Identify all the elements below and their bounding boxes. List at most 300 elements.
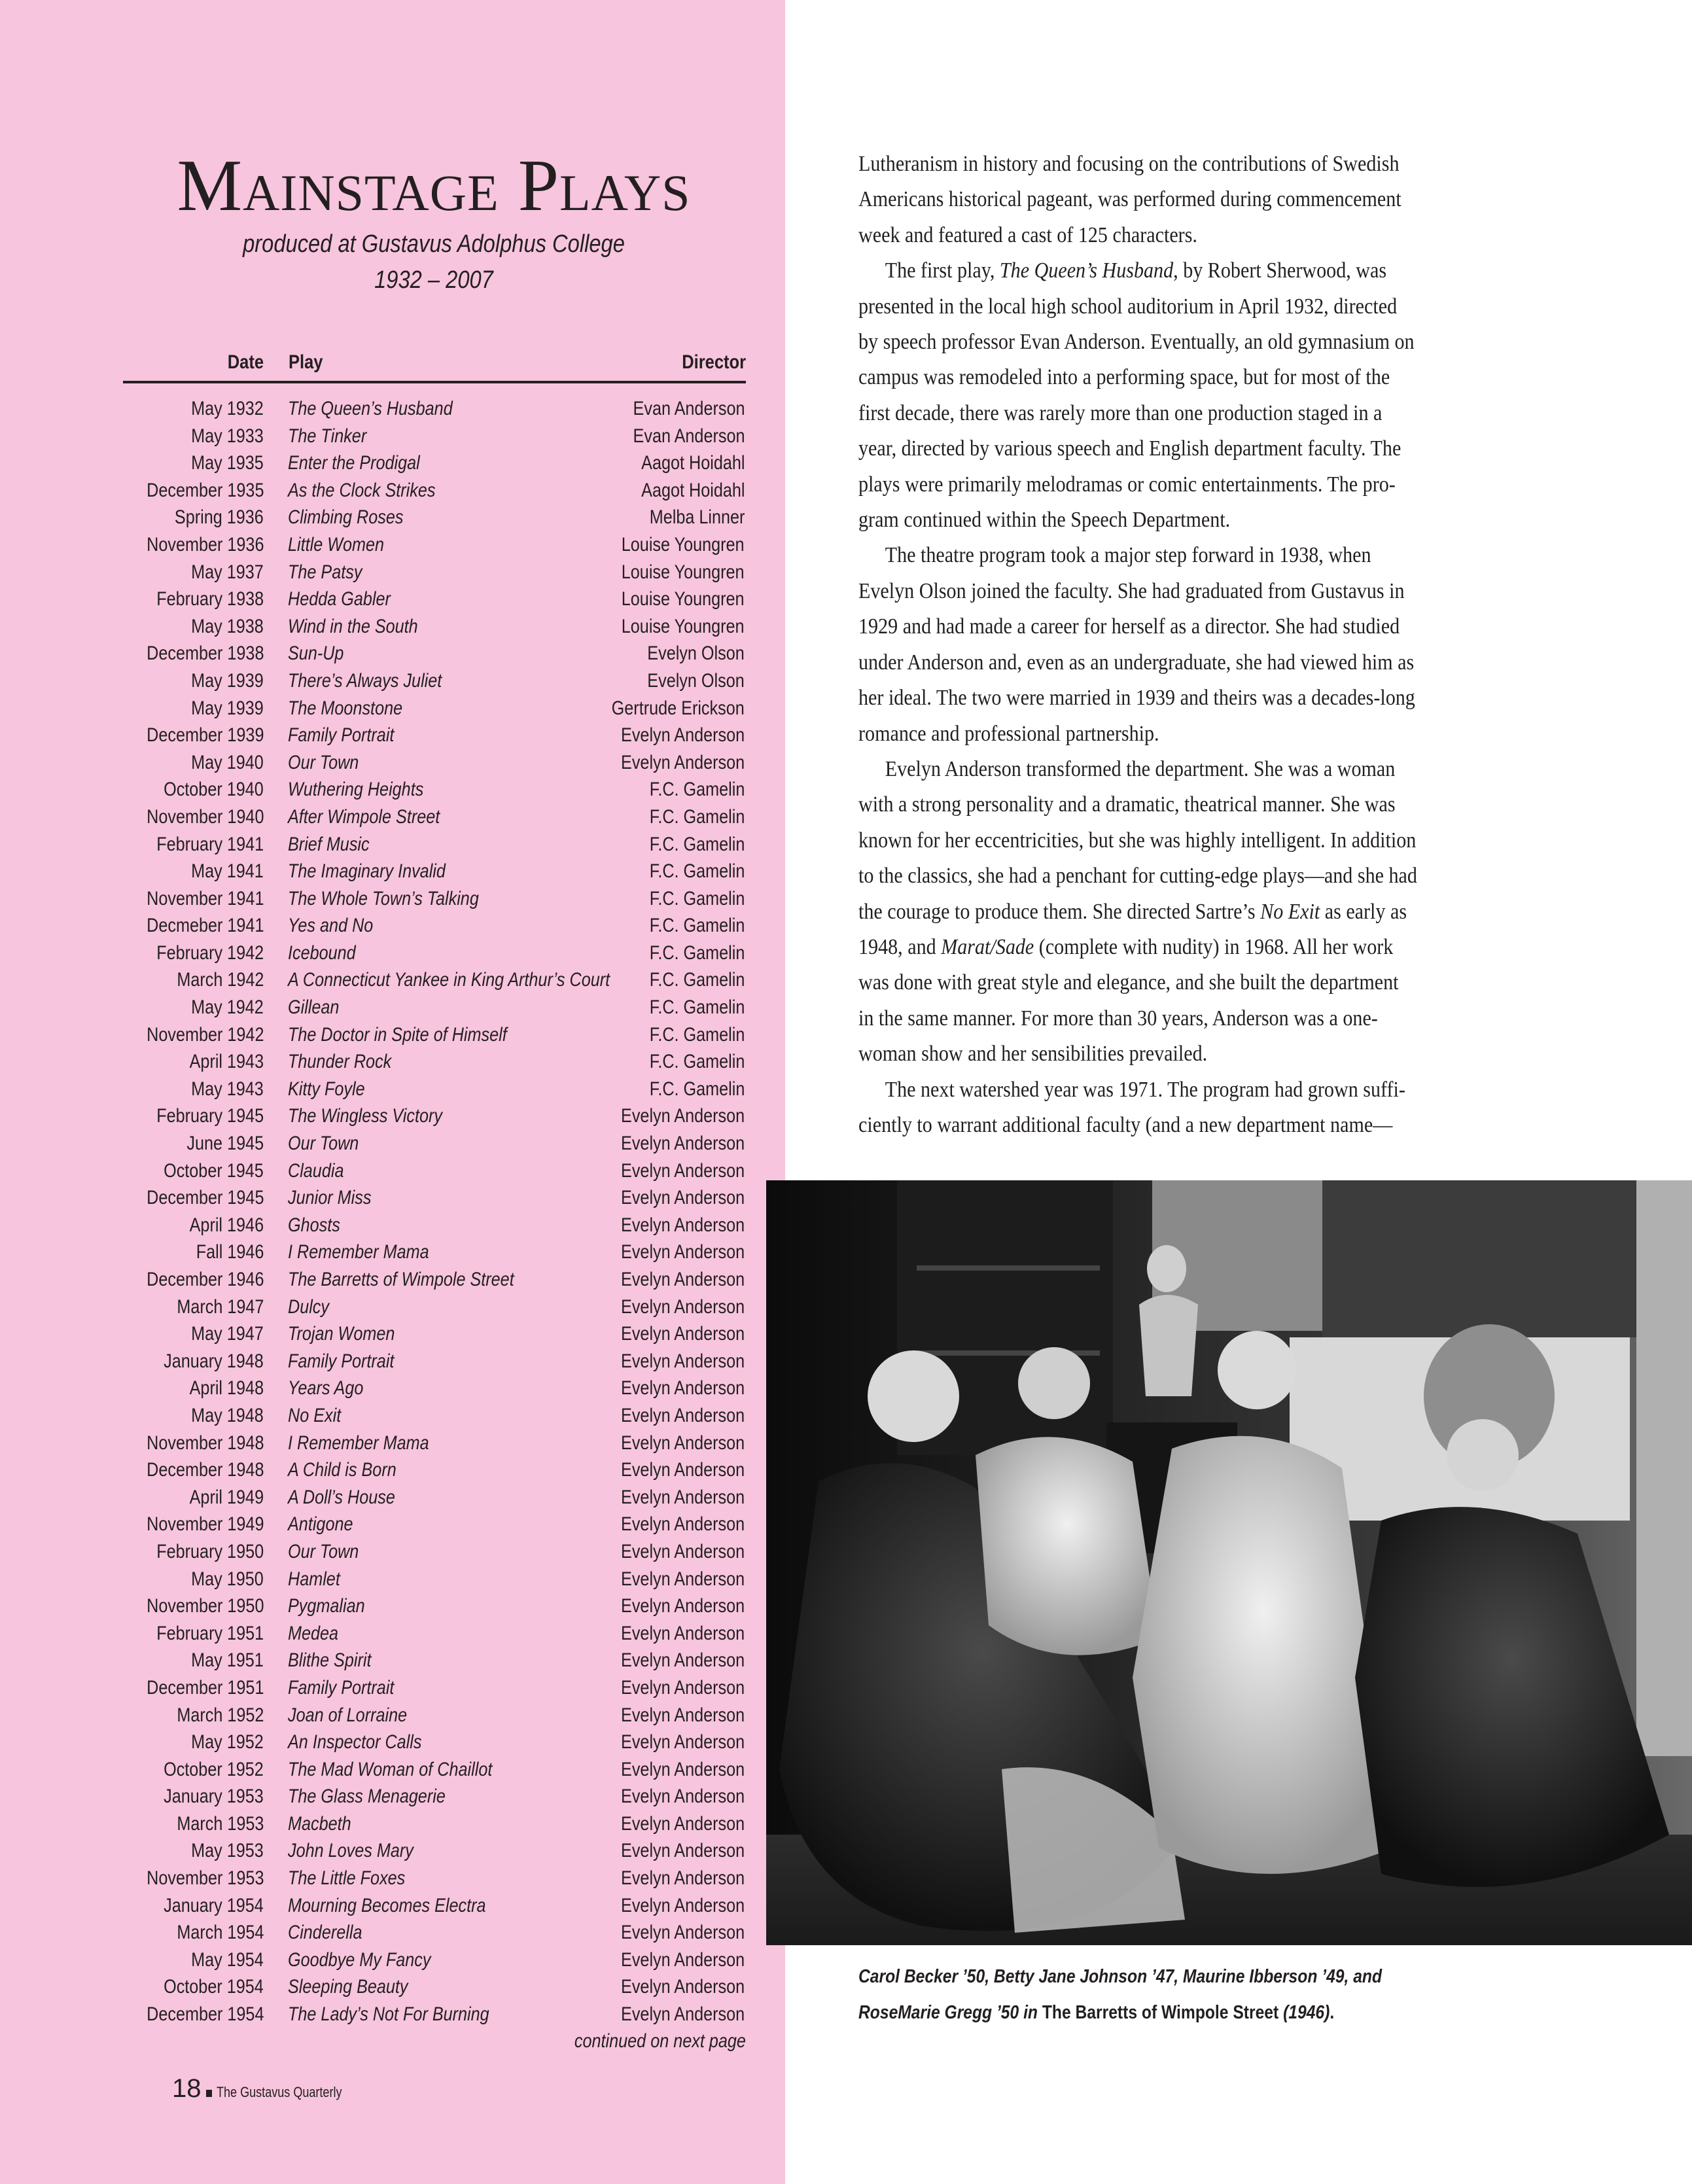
row-play: The Tinker <box>288 425 367 447</box>
table-row <box>0 1674 785 1702</box>
continued-note: continued on next page <box>574 2030 746 2052</box>
row-date: January 1954 <box>164 1894 264 1916</box>
article-text: her ideal. The two were married in 1939 and theirs was a decades-long <box>858 686 1415 711</box>
row-director: Aagot Hoidahl <box>641 452 745 474</box>
article-text: presented in the local high school auditorium in April 1932, directed <box>858 294 1398 319</box>
row-date: March 1947 <box>176 1295 264 1318</box>
row-director: Evelyn Anderson <box>620 1350 745 1372</box>
table-row <box>0 423 785 450</box>
table-row <box>0 776 785 803</box>
figure-1 <box>868 1350 959 1442</box>
row-director: Evelyn Anderson <box>620 1105 745 1127</box>
figure-2 <box>1018 1347 1090 1419</box>
article-text: gram continued within the Speech Department. <box>858 508 1231 533</box>
row-date: April 1948 <box>189 1377 264 1400</box>
article-line <box>858 1036 1472 1072</box>
row-play: Gillean <box>288 996 340 1019</box>
table-row <box>0 1184 785 1212</box>
row-date: Fall 1946 <box>196 1241 264 1263</box>
article-line <box>858 1072 1472 1108</box>
row-director: F.C. Gamelin <box>649 942 745 964</box>
article-title-italic: No Exit <box>1260 899 1320 924</box>
row-date: November 1936 <box>146 533 264 555</box>
row-director: Evelyn Anderson <box>620 1758 745 1780</box>
production-photo <box>766 1180 1692 1945</box>
table-row <box>0 559 785 586</box>
table-row <box>0 1048 785 1076</box>
article-text: The next watershed year was 1971. The program had grown suffi- <box>885 1077 1405 1102</box>
row-date: March 1954 <box>176 1922 264 1944</box>
table-row <box>0 1402 785 1430</box>
article-line <box>858 289 1472 325</box>
article-text: known for her eccentricities, but she was highly intelligent. In addition <box>858 828 1417 853</box>
row-director: Aagot Hoidahl <box>641 479 745 501</box>
table-row <box>0 831 785 858</box>
table-row <box>0 885 785 913</box>
row-director: Evelyn Anderson <box>620 724 745 747</box>
row-play: The Wingless Victory <box>288 1105 443 1127</box>
table-row <box>0 1865 785 1892</box>
article-line <box>858 325 1472 360</box>
row-date: March 1942 <box>176 969 264 991</box>
article-text: plays were primarily melodramas or comic entertainments. The pro- <box>858 472 1396 497</box>
table-row <box>0 1729 785 1756</box>
table-row <box>0 803 785 831</box>
row-date: May 1953 <box>191 1840 264 1862</box>
table-row <box>0 1919 785 1946</box>
row-play: Sun-Up <box>288 643 344 665</box>
row-play: I Remember Mama <box>288 1432 429 1454</box>
row-director: Evelyn Anderson <box>620 1214 745 1236</box>
row-play: The Little Foxes <box>288 1867 406 1890</box>
row-play: Antigone <box>288 1513 353 1536</box>
row-play: Our Town <box>288 1133 359 1155</box>
row-director: Evelyn Anderson <box>620 1187 745 1209</box>
table-row <box>0 1892 785 1920</box>
row-date: May 1932 <box>191 398 264 419</box>
row-director: Evelyn Anderson <box>620 1676 745 1699</box>
row-date: December 1951 <box>146 1676 264 1699</box>
row-director: Evelyn Anderson <box>620 1432 745 1454</box>
row-play: Enter the Prodigal <box>288 452 420 474</box>
row-play: Dulcy <box>288 1295 330 1318</box>
table-row <box>0 858 785 885</box>
article-line <box>858 787 1472 822</box>
article-title-italic: Marat/Sade <box>941 934 1034 959</box>
table-row <box>0 1946 785 1974</box>
row-date: October 1945 <box>164 1159 264 1182</box>
row-play: Joan of Lorraine <box>288 1704 408 1726</box>
row-director: F.C. Gamelin <box>649 833 745 855</box>
row-play: The Queen’s Husband <box>288 398 453 419</box>
row-date: December 1938 <box>146 643 264 665</box>
article-text: Lutheranism in history and focusing on the contributions of Swedish <box>858 152 1400 176</box>
article-line <box>858 218 1472 253</box>
table-row <box>0 1212 785 1239</box>
article-text: 1929 and had made a career for herself as a director. She had studied <box>858 614 1400 639</box>
row-date: May 1943 <box>191 1078 264 1100</box>
article-line <box>858 645 1472 680</box>
table-row <box>0 1702 785 1729</box>
row-play: Wuthering Heights <box>288 779 424 801</box>
article-line <box>858 253 1472 289</box>
row-play: The Doctor in Spite of Himself <box>288 1023 507 1046</box>
row-play: Years Ago <box>288 1377 364 1400</box>
table-row <box>0 1593 785 1620</box>
row-date: May 1940 <box>191 751 264 773</box>
article-line <box>858 823 1472 858</box>
row-director: Evelyn Anderson <box>620 1840 745 1862</box>
header-rule <box>123 381 746 383</box>
row-director: Evan Anderson <box>633 425 745 447</box>
table-row <box>0 1348 785 1375</box>
article-text: first decade, there was rarely more than one production staged in a <box>858 400 1383 425</box>
row-date: April 1946 <box>189 1214 264 1236</box>
row-play: Pygmalian <box>288 1595 365 1617</box>
row-date: December 1954 <box>146 2003 264 2026</box>
row-director: Evelyn Anderson <box>620 1595 745 1617</box>
article-text: as early as <box>1320 899 1407 924</box>
row-play: Hamlet <box>288 1568 340 1590</box>
row-director: Louise Youngren <box>622 615 745 637</box>
publication-name: The Gustavus Quarterly <box>216 2084 342 2100</box>
row-director: Evan Anderson <box>633 398 745 419</box>
row-director: Evelyn Anderson <box>620 1894 745 1916</box>
article-text: The first play, <box>885 258 1000 283</box>
row-director: Evelyn Anderson <box>620 1323 745 1345</box>
row-director: F.C. Gamelin <box>649 969 745 991</box>
row-date: November 1948 <box>146 1432 264 1454</box>
row-date: February 1938 <box>156 588 264 610</box>
page-number: 18 <box>172 2074 202 2103</box>
table-row <box>0 1620 785 1647</box>
row-date: May 1947 <box>191 1323 264 1345</box>
page-subtitle-years: 1932 – 2007 <box>374 266 493 294</box>
table-row <box>0 640 785 667</box>
row-director: Evelyn Anderson <box>620 1731 745 1753</box>
caption-names: RoseMarie Gregg ’50 in <box>858 2002 1042 2023</box>
row-date: Spring 1936 <box>175 506 264 529</box>
row-director: F.C. Gamelin <box>649 996 745 1019</box>
article-text: Evelyn Olson joined the faculty. She had graduated from Gustavus in <box>858 578 1405 603</box>
row-date: November 1940 <box>146 805 264 828</box>
row-date: May 1948 <box>191 1404 264 1426</box>
article-line <box>858 1001 1472 1036</box>
row-date: December 1935 <box>146 479 264 501</box>
article-line <box>858 680 1472 716</box>
table-row <box>0 1837 785 1865</box>
bust-sculpture <box>1147 1245 1186 1292</box>
article-line <box>858 538 1472 573</box>
row-director: Evelyn Anderson <box>620 1513 745 1536</box>
row-date: November 1941 <box>146 887 264 909</box>
row-date: May 1942 <box>191 996 264 1019</box>
row-play: Our Town <box>288 751 359 773</box>
row-date: November 1949 <box>146 1513 264 1536</box>
article-text: to the classics, she had a penchant for cutting-edge plays—and she had <box>858 864 1417 889</box>
table-row <box>0 1076 785 1103</box>
row-play: There’s Always Juliet <box>288 669 442 692</box>
column-header-director: Director <box>682 351 746 373</box>
table-row <box>0 940 785 967</box>
table-row <box>0 966 785 994</box>
figure-3 <box>1218 1331 1296 1409</box>
row-director: F.C. Gamelin <box>649 779 745 801</box>
row-director: Evelyn Anderson <box>620 1568 745 1590</box>
table-row <box>0 395 785 423</box>
row-director: Evelyn Anderson <box>620 751 745 773</box>
row-play: Little Women <box>288 533 385 555</box>
row-date: December 1945 <box>146 1187 264 1209</box>
row-date: May 1933 <box>191 425 264 447</box>
article-body <box>858 147 1552 1143</box>
row-date: May 1935 <box>191 452 264 474</box>
row-director: Evelyn Anderson <box>620 1786 745 1808</box>
row-date: May 1939 <box>191 669 264 692</box>
row-play: Climbing Roses <box>288 506 404 529</box>
row-director: Louise Youngren <box>622 533 745 555</box>
article-text: ciently to warrant additional faculty (and a new department name— <box>858 1112 1393 1137</box>
table-row <box>0 722 785 749</box>
row-director: Evelyn Anderson <box>620 1704 745 1726</box>
caption-play-title: The Barretts of Wimpole Street <box>1042 2002 1279 2023</box>
table-row <box>0 1157 785 1185</box>
row-play: Cinderella <box>288 1922 362 1944</box>
row-director: Evelyn Anderson <box>620 1540 745 1562</box>
row-play: The Patsy <box>288 561 362 583</box>
row-play: Macbeth <box>288 1812 351 1835</box>
article-text: Evelyn Anderson transformed the department. She was a woman <box>885 756 1396 781</box>
row-date: February 1945 <box>156 1105 264 1127</box>
row-director: Evelyn Anderson <box>620 1159 745 1182</box>
row-play: Medea <box>288 1622 339 1644</box>
row-date: December 1939 <box>146 724 264 747</box>
row-play: The Glass Menagerie <box>288 1786 446 1808</box>
row-play: Yes and No <box>288 915 374 937</box>
row-play: Junior Miss <box>288 1187 372 1209</box>
row-date: May 1941 <box>191 860 264 883</box>
table-row <box>0 1647 785 1674</box>
row-play: Family Portrait <box>288 724 395 747</box>
row-play: Trojan Women <box>288 1323 395 1345</box>
row-date: November 1950 <box>146 1595 264 1617</box>
article-line <box>858 396 1472 431</box>
row-director: Evelyn Anderson <box>620 1622 745 1644</box>
row-date: December 1946 <box>146 1269 264 1290</box>
article-line <box>858 609 1472 644</box>
row-director: Evelyn Anderson <box>620 1867 745 1890</box>
row-director: Evelyn Anderson <box>620 2003 745 2026</box>
row-play: Family Portrait <box>288 1350 395 1372</box>
article-text: was done with great style and elegance, and she built the department <box>858 970 1399 995</box>
row-director: Evelyn Anderson <box>620 1976 745 1998</box>
row-date: May 1939 <box>191 697 264 719</box>
table-row <box>0 1511 785 1538</box>
article-text: The theatre program took a major step forward in 1938, when <box>885 543 1371 568</box>
row-date: Decmeber 1941 <box>146 915 264 937</box>
row-director: Evelyn Anderson <box>620 1295 745 1318</box>
table-row <box>0 477 785 504</box>
table-row <box>0 749 785 777</box>
row-date: April 1949 <box>189 1486 264 1508</box>
row-director: Evelyn Olson <box>647 669 745 692</box>
caption-line-1: Carol Becker ’50, Betty Jane Johnson ’47, Maurine Ibberson ’49, and <box>858 1966 1383 1987</box>
row-play: Brief Music <box>288 833 370 855</box>
row-play: John Loves Mary <box>288 1840 414 1862</box>
article-line <box>858 894 1472 930</box>
row-date: February 1941 <box>156 833 264 855</box>
row-director: Evelyn Olson <box>647 643 745 665</box>
table-row <box>0 1320 785 1348</box>
row-date: May 1950 <box>191 1568 264 1590</box>
table-row <box>0 1266 785 1294</box>
row-director: Evelyn Anderson <box>620 1459 745 1481</box>
row-play: After Wimpole Street <box>288 805 440 828</box>
row-director: Evelyn Anderson <box>620 1377 745 1400</box>
row-play: Blithe Spirit <box>288 1649 372 1672</box>
photo-image <box>766 1180 1692 1945</box>
page-title: Mainstage Plays <box>177 145 691 226</box>
article-line <box>858 930 1472 965</box>
table-row <box>0 1456 785 1484</box>
table-row <box>0 1756 785 1784</box>
row-play: Mourning Becomes Electra <box>288 1894 486 1916</box>
article-line <box>858 716 1472 752</box>
table-row <box>0 1130 785 1157</box>
table-row <box>0 504 785 531</box>
row-play: The Barretts of Wimpole Street <box>288 1269 514 1290</box>
row-date: December 1948 <box>146 1459 264 1481</box>
row-date: November 1953 <box>146 1867 264 1890</box>
row-director: Evelyn Anderson <box>620 1486 745 1508</box>
article-line <box>858 182 1472 217</box>
article-line <box>858 1108 1472 1143</box>
caption-line-2 <box>858 1995 1382 2031</box>
article-line <box>858 360 1472 395</box>
article-line <box>858 858 1472 894</box>
row-director: Evelyn Anderson <box>620 1133 745 1155</box>
row-date: January 1948 <box>164 1350 264 1372</box>
article-text: week and featured a cast of 125 characters. <box>858 222 1197 247</box>
column-header-play: Play <box>289 351 323 373</box>
row-play: An Inspector Calls <box>288 1731 422 1753</box>
row-date: May 1937 <box>191 561 264 583</box>
article-text: , by Robert Sherwood, was <box>1173 258 1387 283</box>
row-play: A Connecticut Yankee in King Arthur’s Court <box>288 969 610 991</box>
row-director: F.C. Gamelin <box>649 805 745 828</box>
caption-year: (1946) <box>1278 2002 1330 2023</box>
table-row <box>0 1783 785 1810</box>
row-director: F.C. Gamelin <box>649 915 745 937</box>
row-director: Louise Youngren <box>622 588 745 610</box>
row-date: March 1952 <box>176 1704 264 1726</box>
row-director: F.C. Gamelin <box>649 1078 745 1100</box>
table-row <box>0 531 785 559</box>
article-line <box>858 574 1472 609</box>
row-play: As the Clock Strikes <box>288 479 436 501</box>
row-director: Evelyn Anderson <box>620 1269 745 1290</box>
page-footer <box>172 2074 369 2103</box>
table-row <box>0 586 785 613</box>
article-text: with a strong personality and a dramatic, theatrical manner. She was <box>858 792 1396 817</box>
table-row <box>0 1538 785 1566</box>
row-play: The Imaginary Invalid <box>288 860 446 883</box>
article-text: Americans historical pageant, was performed during commencement <box>858 187 1401 212</box>
table-row <box>0 1102 785 1130</box>
article-title-italic: The Queen’s Husband <box>999 258 1174 283</box>
row-director: F.C. Gamelin <box>649 860 745 883</box>
article-line <box>858 147 1472 182</box>
table-row <box>0 1973 785 2001</box>
caption-period: . <box>1330 2002 1335 2023</box>
row-date: May 1952 <box>191 1731 264 1753</box>
row-date: February 1951 <box>156 1622 264 1644</box>
article-line <box>858 467 1472 502</box>
row-date: October 1940 <box>164 779 264 801</box>
plays-table <box>0 395 785 2028</box>
article-line <box>858 431 1472 467</box>
row-play: A Doll’s House <box>288 1486 395 1508</box>
table-row <box>0 1810 785 1838</box>
row-date: March 1953 <box>176 1812 264 1835</box>
row-director: F.C. Gamelin <box>649 1023 745 1046</box>
row-director: Evelyn Anderson <box>620 1812 745 1835</box>
page-subtitle: produced at Gustavus Adolphus College <box>243 230 625 258</box>
table-row <box>0 2001 785 2028</box>
row-date: May 1938 <box>191 615 264 637</box>
row-play: I Remember Mama <box>288 1241 429 1263</box>
row-play: Hedda Gabler <box>288 588 391 610</box>
article-text: year, directed by various speech and English department faculty. The <box>858 436 1401 461</box>
row-play: Kitty Foyle <box>288 1078 365 1100</box>
photo-caption <box>858 1959 1382 2031</box>
row-date: June 1945 <box>186 1133 264 1155</box>
row-play: Wind in the South <box>288 615 418 637</box>
row-play: The Whole Town’s Talking <box>288 887 479 909</box>
table-row <box>0 912 785 940</box>
table-row <box>0 1375 785 1402</box>
table-row <box>0 1566 785 1593</box>
table-row <box>0 1294 785 1321</box>
row-date: October 1952 <box>164 1758 264 1780</box>
row-date: January 1953 <box>164 1786 264 1808</box>
row-director: F.C. Gamelin <box>649 1051 745 1073</box>
row-play: The Mad Woman of Chaillot <box>288 1758 493 1780</box>
row-date: May 1951 <box>191 1649 264 1672</box>
article-line <box>858 752 1472 787</box>
table-row <box>0 667 785 695</box>
article-text: under Anderson and, even as an undergraduate, she had viewed him as <box>858 650 1415 675</box>
row-director: Louise Youngren <box>622 561 745 583</box>
row-play: Sleeping Beauty <box>288 1976 408 1998</box>
row-play: Claudia <box>288 1159 344 1182</box>
article-text: romance and professional partnership. <box>858 721 1159 746</box>
row-date: May 1954 <box>191 1948 264 1971</box>
article-text: by speech professor Evan Anderson. Eventually, an old gymnasium on <box>858 330 1415 355</box>
table-row <box>0 613 785 641</box>
row-date: February 1942 <box>156 942 264 964</box>
row-play: Goodbye My Fancy <box>288 1948 431 1971</box>
row-director: Evelyn Anderson <box>620 1922 745 1944</box>
article-line <box>858 965 1472 1000</box>
row-date: February 1950 <box>156 1540 264 1562</box>
row-play: Family Portrait <box>288 1676 395 1699</box>
row-director: Evelyn Anderson <box>620 1404 745 1426</box>
article-text: (complete with nudity) in 1968. All her work <box>1034 934 1394 959</box>
article-line <box>858 502 1472 538</box>
table-row <box>0 449 785 477</box>
table-row <box>0 994 785 1021</box>
